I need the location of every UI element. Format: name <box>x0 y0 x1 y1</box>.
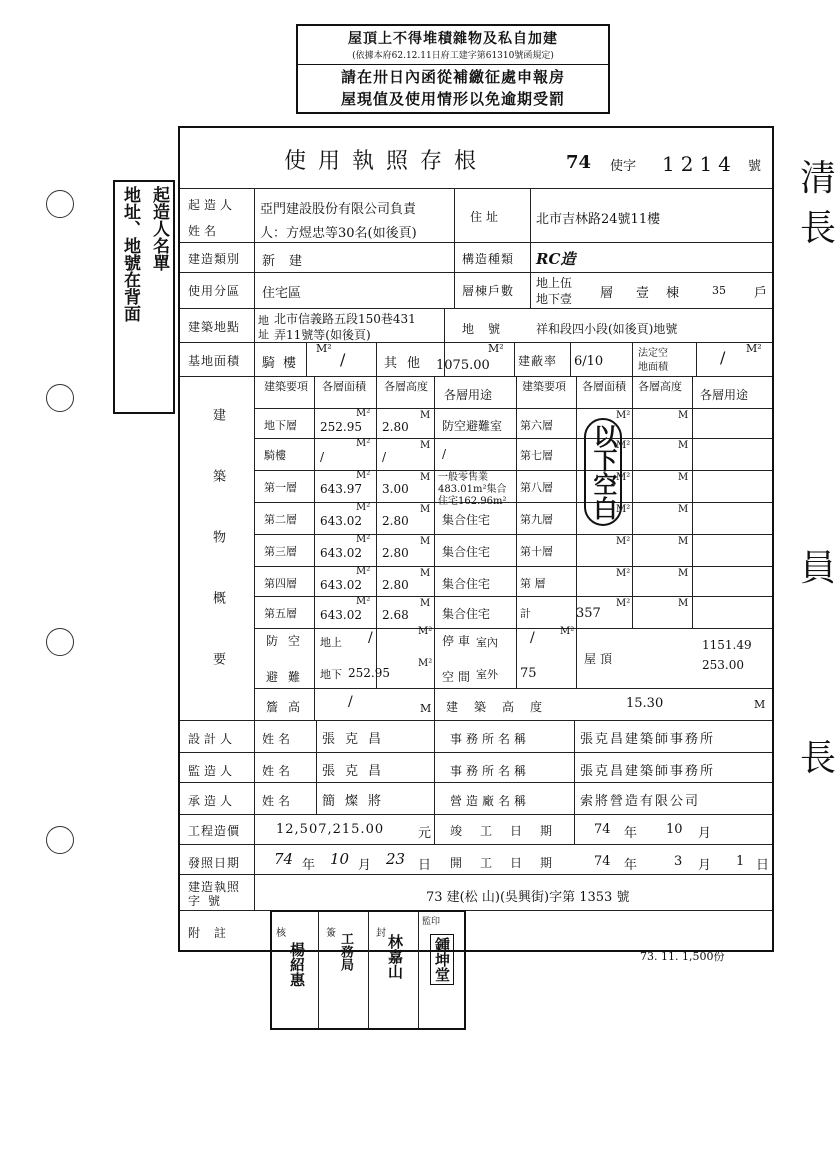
lot-value: 祥和段四小段(如後頁)地號 <box>536 322 678 336</box>
arcade-unit: M² <box>316 342 332 355</box>
stamp-col-line <box>368 912 369 1028</box>
total-value: 357 <box>576 606 601 621</box>
issue-day-unit: 日 <box>418 858 432 873</box>
stamp-seal-1: 楊紹惠 <box>288 942 306 987</box>
punch-hole <box>46 384 74 412</box>
row-line <box>180 342 772 343</box>
row-line <box>254 408 772 409</box>
floor-name: 第二層 <box>264 513 297 526</box>
floor-area: 643.02 <box>320 578 362 592</box>
right-area-unit: M² <box>616 568 631 579</box>
issue-label: 發照日期 <box>188 856 241 870</box>
right-area-unit: M² <box>616 440 631 451</box>
floor-use: 集合住宅 <box>442 607 491 621</box>
shelter-label-2: 避難 <box>266 670 311 684</box>
issue-year-unit: 年 <box>302 858 316 873</box>
site-sub-2: 址 <box>258 328 269 341</box>
permit-year: 74 <box>566 152 592 173</box>
header-build-item-right: 建築要項 <box>522 380 566 393</box>
stamp-tag-2: 簽 <box>326 928 336 939</box>
start-day-unit: 日 <box>756 858 770 873</box>
floor-height: 2.80 <box>382 514 409 528</box>
row-line <box>254 534 772 535</box>
parking-out-value: 75 <box>520 666 537 681</box>
right-area-unit: M² <box>616 504 631 515</box>
applicant-label-1: 起造人 <box>188 198 237 212</box>
right-height-unit: M <box>678 410 689 421</box>
floors-down: 地下壹 <box>536 292 573 306</box>
build-type-label: 建造類別 <box>188 252 241 266</box>
side-note-left-col: 地址、地號在背面 <box>120 186 140 322</box>
row-line <box>180 782 772 783</box>
eave-unit: M <box>420 702 432 715</box>
floor-area-unit: M² <box>356 470 371 481</box>
punch-hole <box>46 628 74 656</box>
notice-line-1: 屋頂上不得堆積雜物及私自加建 <box>348 31 558 47</box>
floor-use: 集合住宅 <box>442 577 491 591</box>
col-line <box>434 720 435 844</box>
floor-name-right: 第 層 <box>520 577 546 590</box>
designer-office-label: 事務所名稱 <box>450 732 531 746</box>
base-area-label: 基地面積 <box>188 354 241 368</box>
address-label: 住址 <box>470 210 503 224</box>
structure-label: 構造種類 <box>462 252 515 266</box>
floor-use: 集合住宅 <box>442 545 491 559</box>
notice-line-2: (依據本府62.12.11日府工建字第61310號函規定) <box>352 51 554 61</box>
coverage-value: 6/10 <box>574 354 604 369</box>
permit-label-1: 建造執照 <box>188 880 241 894</box>
statutory-unit: M² <box>746 342 762 355</box>
parking-in-value: / <box>530 630 535 646</box>
row-line <box>180 308 772 309</box>
row-line <box>180 376 772 377</box>
right-area-unit: M² <box>616 598 631 609</box>
col-line <box>530 188 531 308</box>
punch-hole <box>46 190 74 218</box>
floor-area-unit: M² <box>356 408 371 419</box>
floor-name: 第一層 <box>264 481 297 494</box>
address-value: 北市吉林路24號11樓 <box>536 212 661 227</box>
roof-value-1: 1151.49 <box>702 638 752 652</box>
shelter-up-unit: M² <box>418 626 433 637</box>
complete-month-unit: 月 <box>698 826 712 841</box>
row-line <box>180 844 772 845</box>
start-month: 3 <box>674 854 683 869</box>
floor-name: 地下層 <box>264 419 297 432</box>
floor-name-right: 第九層 <box>520 513 553 526</box>
floors-unit-4: 戶 <box>754 286 768 301</box>
col-line <box>454 188 455 308</box>
blank-stamp: 以下空白 <box>584 418 622 526</box>
right-height-unit: M <box>678 598 689 609</box>
issue-month: 10 <box>330 850 350 868</box>
supervisor-office-label: 事務所名稱 <box>450 764 531 778</box>
arcade-label: 騎樓 <box>262 356 305 371</box>
shelter-up-value: / <box>368 630 373 646</box>
col-line <box>632 376 633 628</box>
header-height-left: 各層高度 <box>384 380 428 393</box>
punch-hole <box>46 826 74 854</box>
eave-label: 簷高 <box>266 700 311 714</box>
row-line <box>180 874 772 875</box>
stamp-seal-2: 工務局 <box>338 932 353 971</box>
stamp-tag-1: 核 <box>276 928 286 939</box>
site-value-1: 北市信義路五段150巷431 <box>274 312 416 326</box>
designer-office: 張克昌建築師事務所 <box>580 732 716 747</box>
start-month-unit: 月 <box>698 858 712 873</box>
supervisor-label: 監造人 <box>188 764 237 778</box>
building-height-label: 建築高度 <box>446 700 559 714</box>
roof-value-2: 253.00 <box>702 658 744 672</box>
floor-name: 騎樓 <box>264 449 286 462</box>
stamp-seal-4: 鍾坤堂 <box>430 934 454 985</box>
floor-name: 第五層 <box>264 607 297 620</box>
permit-label-2: 字號 <box>188 894 229 908</box>
supervisor-office: 張克昌建築師事務所 <box>580 764 716 779</box>
notice-line-4: 屋現值及使用情形以免逾期受罰 <box>340 90 565 108</box>
row-line <box>180 242 772 243</box>
parking-label-2: 空間 <box>442 670 475 684</box>
supervisor-name: 張克昌 <box>322 764 392 779</box>
cost-value: 12,507,215.00 <box>276 822 385 837</box>
contractor-firm-label: 營造廠名稱 <box>450 794 531 808</box>
applicant-value-2: 人：方煜忠等30名(如後頁) <box>260 226 417 241</box>
building-side-label: 建築物概要 <box>210 408 225 713</box>
row-line <box>180 910 772 911</box>
floor-name-right: 第八層 <box>520 481 553 494</box>
col-line <box>434 376 435 720</box>
parking-label-1: 停車 <box>442 634 475 648</box>
right-height-unit: M <box>678 536 689 547</box>
building-height-unit: M <box>754 698 766 711</box>
building-height-value: 15.30 <box>626 696 664 711</box>
floor-area: 252.95 <box>320 420 362 434</box>
floor-height: / <box>382 450 387 464</box>
contractor-name-label: 姓名 <box>262 794 295 808</box>
zone-value: 住宅區 <box>262 286 302 301</box>
stamp-col-line <box>418 912 419 1028</box>
issue-day: 23 <box>386 850 406 868</box>
header-area-left: 各層面積 <box>322 380 366 393</box>
floor-height-unit: M <box>420 568 431 579</box>
complete-month: 10 <box>666 822 683 837</box>
shelter-down-value: 252.95 <box>348 666 390 680</box>
shelter-label-1: 防空 <box>266 634 311 648</box>
site-value-2: 弄11號等(如後頁) <box>274 328 371 342</box>
statutory-label-2: 地面積 <box>638 362 668 373</box>
issue-month-unit: 月 <box>358 858 372 873</box>
row-line <box>180 814 772 815</box>
col-line <box>254 188 255 910</box>
statutory-label-1: 法定空 <box>638 348 668 359</box>
floor-height-unit: M <box>420 410 431 421</box>
right-area-unit: M² <box>616 410 631 421</box>
right-height-unit: M <box>678 504 689 515</box>
floor-name-right: 第七層 <box>520 449 553 462</box>
usage-permit-form <box>178 126 774 952</box>
floor-height-unit: M <box>420 472 431 483</box>
col-line <box>376 342 377 376</box>
stamp-tag-4: 監印 <box>422 917 441 927</box>
floor-height: 2.68 <box>382 608 409 622</box>
complete-year: 74 <box>594 822 611 837</box>
designer-name-label: 姓名 <box>262 732 295 746</box>
floor-area: / <box>320 450 325 464</box>
parking-in-label: 室內 <box>476 636 498 649</box>
start-year-unit: 年 <box>624 858 638 873</box>
floor-height: 2.80 <box>382 420 409 434</box>
floor-height-unit: M <box>420 504 431 515</box>
floors-unit-1: 層 <box>600 286 614 301</box>
applicant-value-1: 亞門建設股份有限公司負責 <box>260 202 417 217</box>
col-line <box>516 376 517 688</box>
complete-label: 竣工日期 <box>450 824 571 838</box>
start-label: 開工日期 <box>450 856 571 870</box>
notice-line-3: 請在卅日內函從補繳征處申報房 <box>340 68 565 86</box>
floor-area: 643.02 <box>320 514 362 528</box>
floor-use: 集合住宅 <box>442 513 491 527</box>
floor-use: / <box>442 447 447 461</box>
stamp-col-line <box>318 912 319 1028</box>
row-line <box>180 188 772 189</box>
arcade-value: / <box>340 350 346 369</box>
row-line <box>254 628 772 629</box>
col-line <box>306 342 307 376</box>
floor-name: 第四層 <box>264 577 297 590</box>
permit-number-suffix: 號 <box>748 159 762 174</box>
right-area-unit: M² <box>616 536 631 547</box>
floors-unit-2: 壹 <box>636 286 650 301</box>
eave-value: / <box>348 694 353 710</box>
floors-units-count: 35 <box>712 284 726 297</box>
col-line <box>574 720 575 844</box>
print-note: 73. 11. 1,500份 <box>640 950 725 963</box>
col-line <box>576 376 577 688</box>
designer-label: 設計人 <box>188 732 237 746</box>
header-build-item: 建築要項 <box>264 380 308 393</box>
issue-year: 74 <box>274 850 294 868</box>
col-line <box>570 342 571 376</box>
floor-area-unit: M² <box>356 534 371 545</box>
build-type-value: 新建 <box>262 254 317 269</box>
zone-label: 使用分區 <box>188 284 241 298</box>
right-height-unit: M <box>678 440 689 451</box>
floor-name: 第三層 <box>264 545 297 558</box>
row-line <box>180 752 772 753</box>
coverage-label: 建蔽率 <box>518 354 558 368</box>
shelter-down-label: 地下 <box>320 668 342 681</box>
floor-area-unit: M² <box>356 438 371 449</box>
col-line <box>632 342 633 376</box>
right-height-unit: M <box>678 568 689 579</box>
right-height-unit: M <box>678 472 689 483</box>
margin-char: 長 <box>800 738 836 779</box>
lot-label: 地號 <box>462 322 515 336</box>
other-unit: M² <box>488 342 504 355</box>
floor-height: 2.80 <box>382 546 409 560</box>
official-stamp-box <box>270 910 466 1030</box>
other-value: 1075.00 <box>436 358 490 373</box>
complete-year-unit: 年 <box>624 826 638 841</box>
floor-area: 643.02 <box>320 608 362 622</box>
header-area-right: 各層面積 <box>582 380 626 393</box>
floor-area-unit: M² <box>356 566 371 577</box>
floor-height-unit: M <box>420 536 431 547</box>
stamp-seal-3: 林嘉山 <box>386 934 404 979</box>
col-line <box>376 376 377 688</box>
floor-use: 一般零售業483.01m²集合住宅162.96m² <box>438 472 507 507</box>
row-line <box>254 438 772 439</box>
shelter-down-unit: M² <box>418 658 433 669</box>
floor-area-unit: M² <box>356 596 371 607</box>
floor-area: 643.02 <box>320 546 362 560</box>
header-height-right: 各層高度 <box>638 380 682 393</box>
contractor-label: 承造人 <box>188 794 237 808</box>
col-line <box>696 342 697 376</box>
margin-char: 員 <box>800 548 836 589</box>
row-line <box>180 272 772 273</box>
floor-name-right: 第六層 <box>520 419 553 432</box>
floor-height-unit: M <box>420 440 431 451</box>
top-notice-box <box>296 24 610 114</box>
right-area-unit: M² <box>616 472 631 483</box>
floor-name-right: 第十層 <box>520 545 553 558</box>
side-note-box <box>113 180 175 414</box>
parking-in-unit: M² <box>560 626 575 637</box>
permit-number: 1214 <box>662 152 737 176</box>
designer-name: 張克昌 <box>322 732 392 747</box>
floor-height: 3.00 <box>382 482 409 496</box>
start-year: 74 <box>594 854 611 869</box>
cost-unit: 元 <box>418 826 432 841</box>
col-line <box>692 376 693 628</box>
header-use-right: 各層用途 <box>700 388 749 402</box>
site-label: 建築地點 <box>188 320 241 334</box>
row-line <box>254 596 772 597</box>
margin-char: 長 <box>800 208 836 249</box>
roof-label: 屋頂 <box>584 652 617 666</box>
statutory-value: / <box>720 348 726 367</box>
floor-height: 2.80 <box>382 578 409 592</box>
floor-use: 防空避難室 <box>442 419 503 433</box>
floors-up: 地上伍 <box>536 276 573 290</box>
stamp-tag-3: 封 <box>376 928 386 939</box>
floor-height-unit: M <box>420 598 431 609</box>
contractor-firm: 索將營造有限公司 <box>580 794 701 809</box>
structure-value: RC造 <box>536 250 576 268</box>
floor-name-right: 計 <box>520 607 531 620</box>
notice-divider <box>298 64 608 65</box>
floors-label: 層棟戶數 <box>462 284 515 298</box>
col-line <box>316 720 317 814</box>
cost-label: 工程造價 <box>188 824 241 838</box>
permit-value: 73 建(松 山)(吳興街)字第 1353 號 <box>426 890 630 905</box>
permit-char: 使字 <box>610 159 637 174</box>
side-note-right-col: 起造人名單 <box>149 186 169 271</box>
floors-unit-3: 棟 <box>666 286 680 301</box>
other-label: 其他 <box>384 356 431 371</box>
row-line <box>180 720 772 721</box>
row-line <box>254 566 772 567</box>
start-day: 1 <box>736 854 745 869</box>
supervisor-name-label: 姓名 <box>262 764 295 778</box>
form-title: 使用執照存根 <box>284 149 489 174</box>
site-sub-1: 地 <box>258 314 269 327</box>
col-line <box>314 376 315 720</box>
header-use-left: 各層用途 <box>444 388 493 402</box>
shelter-up-label: 地上 <box>320 636 342 649</box>
floor-area: 643.97 <box>320 482 362 496</box>
col-line <box>514 342 515 376</box>
floor-area-unit: M² <box>356 502 371 513</box>
note-label: 附註 <box>188 926 241 940</box>
parking-out-label: 室外 <box>476 668 498 681</box>
row-line <box>254 688 772 689</box>
row-line <box>254 470 772 471</box>
applicant-label-2: 姓名 <box>188 224 221 238</box>
margin-char: 清 <box>800 158 836 199</box>
contractor-name: 簡燦將 <box>322 794 392 809</box>
